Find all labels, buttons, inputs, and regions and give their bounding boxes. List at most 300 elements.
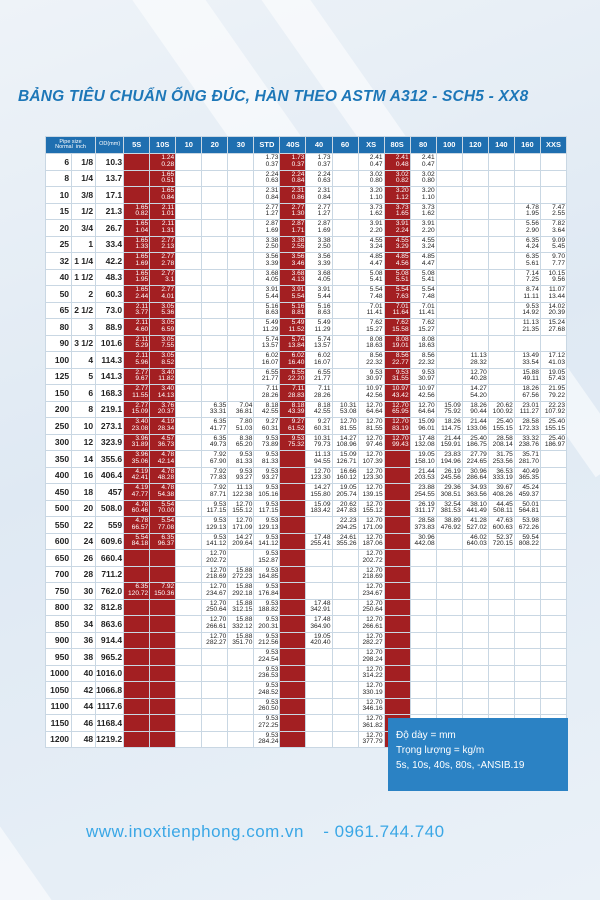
schedule-cell: [202, 302, 228, 319]
schedule-cell: [150, 632, 176, 649]
wall-thickness: 9.70: [552, 253, 565, 261]
schedule-cell: [514, 335, 540, 352]
weight: 4.47: [421, 259, 435, 267]
weight: 282.27: [362, 639, 383, 647]
weight: 79.73: [314, 441, 331, 449]
weight: 100.92: [492, 408, 513, 416]
weight: 49.11: [522, 375, 539, 383]
weight: 28.26: [261, 391, 279, 399]
schedule-cell: [514, 698, 540, 715]
weight: 361.82: [362, 721, 383, 729]
pipe-standard-table: [45, 136, 567, 748]
wall-thickness: 8.38: [239, 434, 253, 442]
weight: 5.29: [135, 342, 149, 350]
schedule-cell: [358, 599, 384, 616]
weight: 11.64: [392, 309, 409, 317]
wall-thickness: 4.85: [369, 253, 383, 261]
nominal-size: 80: [46, 319, 72, 336]
wall-thickness: 9.53: [265, 682, 279, 690]
wall-thickness: 5.54: [395, 286, 409, 294]
weight: 133.06: [466, 424, 487, 432]
schedule-cell: [254, 170, 280, 187]
schedule-cell: [176, 467, 202, 484]
schedule-cell: [202, 253, 228, 270]
wall-thickness: 2.11: [135, 302, 149, 310]
wall-thickness: 8.18: [317, 401, 331, 409]
weight: 1.27: [317, 210, 331, 218]
schedule-cell: [254, 731, 280, 748]
weight: 20.37: [157, 408, 175, 416]
schedule-cell: [332, 236, 358, 253]
schedule-cell: [202, 451, 228, 468]
wall-thickness: 6.35: [213, 418, 227, 426]
schedule-cell: [150, 335, 176, 352]
inch-size: 1/4: [72, 170, 96, 187]
schedule-cell: [306, 616, 332, 633]
phone-number[interactable]: - 0961.744.740: [323, 822, 445, 841]
weight: 218.69: [362, 573, 383, 581]
weight: 365.35: [518, 474, 539, 482]
wall-thickness: 2.77: [291, 203, 305, 211]
schedule-cell: [358, 220, 384, 237]
wall-thickness: 2.41: [421, 154, 435, 162]
weight: 2.13: [161, 243, 175, 251]
schedule-cell: [202, 170, 228, 187]
table-row: [46, 170, 567, 187]
schedule-cell: [540, 253, 566, 270]
wall-thickness: 12.70: [470, 368, 487, 376]
schedule-cell: [332, 220, 358, 237]
schedule-cell: [410, 170, 436, 187]
table-body: [46, 154, 567, 748]
schedule-cell: [410, 484, 436, 501]
outer-diameter: 48.3: [96, 269, 124, 286]
schedule-cell: [124, 368, 150, 385]
weight: 0.80: [369, 177, 383, 185]
weight: 250.64: [206, 606, 227, 614]
schedule-cell: [358, 269, 384, 286]
schedule-cell: [202, 236, 228, 253]
wall-thickness: 25.40: [548, 434, 565, 442]
wall-thickness: 9.53: [239, 451, 253, 459]
wall-thickness: 15.88: [235, 632, 253, 640]
weight: 3.39: [317, 259, 331, 267]
wall-thickness: 40.49: [522, 467, 539, 475]
weight: 43.39: [287, 408, 305, 416]
weight: 5.51: [395, 276, 409, 284]
wall-thickness: 5.49: [291, 319, 305, 327]
schedule-cell: [436, 236, 462, 253]
wall-thickness: 12.70: [209, 599, 227, 607]
table-row: [46, 385, 567, 402]
wall-thickness: 17.48: [418, 434, 435, 442]
schedule-cell: [306, 418, 332, 435]
wall-thickness: 9.53: [265, 698, 279, 706]
schedule-cell: [358, 187, 384, 204]
schedule-cell: [176, 418, 202, 435]
wall-thickness: 30.96: [418, 533, 435, 541]
nominal-size: 1050: [46, 682, 72, 699]
weight: 7.25: [526, 276, 539, 284]
schedule-cell: [280, 533, 306, 550]
wall-thickness: 7.11: [292, 385, 305, 393]
wall-thickness: 7.92: [213, 467, 227, 475]
schedule-cell: [436, 253, 462, 270]
wall-thickness: 7.01: [395, 302, 409, 310]
wall-thickness: 8.56: [369, 352, 383, 360]
wall-thickness: 5.54: [135, 533, 149, 541]
weight: 42.55: [314, 408, 331, 416]
schedule-cell: [124, 451, 150, 468]
schedule-cell: [514, 302, 540, 319]
outer-diameter: 88.9: [96, 319, 124, 336]
schedule-cell: [280, 451, 306, 468]
weight: 155.15: [544, 424, 565, 432]
weight: 28.34: [157, 424, 175, 432]
nominal-size: 900: [46, 632, 72, 649]
schedule-cell: [358, 484, 384, 501]
weight: 14.92: [522, 309, 539, 317]
schedule-cell: [540, 203, 566, 220]
schedule-cell: [306, 302, 332, 319]
weight: 0.82: [135, 210, 149, 218]
schedule-cell: [280, 319, 306, 336]
schedule-cell: [358, 665, 384, 682]
wall-thickness: 21.44: [418, 467, 435, 475]
schedule-cell: [306, 500, 332, 517]
schedule-cell: [462, 599, 488, 616]
schedule-cell: [228, 583, 254, 600]
schedule-cell: [124, 467, 150, 484]
schedule-cell: [488, 583, 514, 600]
schedule-cell: [462, 682, 488, 699]
weight: 0.37: [317, 160, 331, 168]
weight: 5.61: [526, 259, 539, 267]
schedule-cell: [436, 682, 462, 699]
schedule-cell: [150, 533, 176, 550]
schedule-cell: [176, 335, 202, 352]
schedule-cell: [384, 368, 410, 385]
schedule-cell: [436, 187, 462, 204]
wall-thickness: 9.53: [239, 467, 253, 475]
schedule-cell: [410, 517, 436, 534]
inch-size: 3: [72, 319, 96, 336]
weight: 75.32: [287, 441, 305, 449]
schedule-cell: [384, 550, 410, 567]
wall-thickness: 18.26: [444, 418, 461, 426]
schedule-cell: [384, 599, 410, 616]
schedule-cell: [410, 616, 436, 633]
schedule-cell: [306, 731, 332, 748]
wall-thickness: 3.20: [395, 187, 409, 195]
schedule-cell: [514, 269, 540, 286]
weight: 16.07: [314, 358, 331, 366]
weight: 30.97: [366, 375, 383, 383]
schedule-cell: [124, 632, 150, 649]
schedule-cell: [462, 517, 488, 534]
schedule-cell: [462, 203, 488, 220]
weight: 4.60: [135, 325, 149, 333]
schedule-cell: [228, 302, 254, 319]
weight: 66.57: [131, 523, 149, 531]
weight: 67.56: [522, 391, 539, 399]
schedule-cell: [384, 649, 410, 666]
website-link[interactable]: www.inoxtienphong.com.vn: [86, 822, 305, 841]
inch-size: 30: [72, 583, 96, 600]
schedule-cell: [150, 566, 176, 583]
schedule-cell: [358, 451, 384, 468]
wall-thickness: 13.49: [522, 352, 539, 360]
weight: 73.89: [261, 441, 279, 449]
nominal-size: 10: [46, 187, 72, 204]
table-row: [46, 467, 567, 484]
schedule-cell: [462, 368, 488, 385]
weight: 11.55: [132, 391, 149, 399]
schedule-cell: [488, 187, 514, 204]
wall-thickness: 12.70: [366, 566, 383, 574]
wall-thickness: 3.02: [369, 170, 383, 178]
nominal-size: 32: [46, 253, 72, 270]
wall-thickness: 15.24: [548, 319, 565, 327]
schedule-cell: [436, 451, 462, 468]
schedule-header: 140: [488, 137, 514, 154]
schedule-cell: [384, 187, 410, 204]
schedule-cell: [462, 319, 488, 336]
wall-thickness: 19.05: [418, 451, 435, 459]
schedule-cell: [254, 236, 280, 253]
weight: 672.26: [518, 523, 539, 531]
wall-thickness: 31.75: [496, 451, 513, 459]
wall-thickness: 5.49: [265, 319, 279, 327]
weight: 42.14: [157, 457, 175, 465]
wall-thickness: 2.24: [317, 170, 331, 178]
schedule-cell: [176, 517, 202, 534]
schedule-cell: [280, 583, 306, 600]
wall-thickness: 14.27: [340, 434, 357, 442]
weight: 8.63: [265, 309, 279, 317]
nominal-size: 250: [46, 418, 72, 435]
schedule-cell: [332, 665, 358, 682]
wall-thickness: 12.70: [366, 731, 383, 739]
weight: 19.01: [392, 342, 409, 350]
weight: 11.52: [288, 325, 305, 333]
schedule-cell: [202, 187, 228, 204]
weight: 0.51: [161, 177, 175, 185]
weight: 442.08: [414, 540, 435, 548]
wall-thickness: 12.70: [366, 484, 383, 492]
nominal-size: 550: [46, 517, 72, 534]
nominal-size: 850: [46, 616, 72, 633]
weight: 408.26: [492, 490, 513, 498]
weight: 1.30: [291, 210, 305, 218]
units-note: [388, 718, 568, 791]
weight: 312.15: [232, 606, 253, 614]
schedule-cell: [436, 302, 462, 319]
schedule-cell: [332, 335, 358, 352]
schedule-cell: [358, 352, 384, 369]
inch-size: 32: [72, 599, 96, 616]
schedule-cell: [514, 154, 540, 171]
schedule-cell: [228, 269, 254, 286]
wall-thickness: 6.35: [213, 401, 227, 409]
weight: 159.91: [440, 441, 461, 449]
wall-thickness: 14.02: [548, 302, 565, 310]
schedule-cell: [202, 154, 228, 171]
wall-thickness: 9.53: [265, 566, 279, 574]
schedule-cell: [228, 451, 254, 468]
wall-thickness: 44.45: [496, 500, 513, 508]
weight: 21.77: [314, 375, 331, 383]
wall-thickness: 1.65: [135, 220, 149, 228]
schedule-cell: [410, 599, 436, 616]
schedule-cell: [176, 236, 202, 253]
wall-thickness: 2.77: [161, 286, 175, 294]
schedule-cell: [306, 385, 332, 402]
schedule-cell: [202, 418, 228, 435]
wall-thickness: 20.62: [340, 500, 357, 508]
schedule-cell: [540, 187, 566, 204]
wall-thickness: 12.70: [235, 500, 253, 508]
schedule-cell: [384, 616, 410, 633]
weight: 16.40: [287, 358, 305, 366]
schedule-cell: [124, 731, 150, 748]
schedule-cell: [306, 550, 332, 567]
wall-thickness: 4.85: [421, 253, 435, 261]
wall-thickness: 6.55: [317, 368, 331, 376]
schedule-cell: [228, 154, 254, 171]
schedule-cell: [410, 649, 436, 666]
weight: 2.55: [552, 210, 565, 218]
schedule-cell: [488, 632, 514, 649]
schedule-cell: [306, 517, 332, 534]
schedule-cell: [488, 154, 514, 171]
schedule-cell: [176, 484, 202, 501]
schedule-cell: [384, 698, 410, 715]
schedule-cell: [462, 434, 488, 451]
wall-thickness: 9.53: [265, 533, 279, 541]
schedule-cell: [150, 731, 176, 748]
wall-thickness: 5.08: [369, 269, 383, 277]
schedule-cell: [124, 566, 150, 583]
weight: 15.27: [418, 325, 435, 333]
schedule-cell: [488, 335, 514, 352]
schedule-cell: [514, 401, 540, 418]
schedule-cell: [228, 550, 254, 567]
table-row: [46, 434, 567, 451]
wall-thickness: 14.27: [470, 385, 487, 393]
wall-thickness: 3.91: [421, 220, 435, 228]
wall-thickness: 3.02: [421, 170, 435, 178]
schedule-cell: [462, 500, 488, 517]
schedule-cell: [358, 385, 384, 402]
wall-thickness: 46.02: [470, 533, 487, 541]
schedule-cell: [540, 220, 566, 237]
schedule-cell: [488, 467, 514, 484]
schedule-cell: [514, 484, 540, 501]
wall-thickness: 53.98: [522, 517, 539, 525]
wall-thickness: 3.05: [161, 302, 175, 310]
wall-thickness: 3.38: [317, 236, 331, 244]
schedule-cell: [228, 731, 254, 748]
wall-thickness: 3.73: [369, 203, 383, 211]
schedule-cell: [540, 649, 566, 666]
schedule-cell: [514, 599, 540, 616]
outer-diameter: 17.1: [96, 187, 124, 204]
schedule-cell: [254, 187, 280, 204]
schedule-cell: [488, 269, 514, 286]
wall-thickness: 39.67: [496, 484, 513, 492]
schedule-cell: [254, 451, 280, 468]
schedule-cell: [384, 632, 410, 649]
wall-thickness: 5.56: [526, 220, 539, 228]
schedule-cell: [462, 583, 488, 600]
schedule-cell: [254, 682, 280, 699]
wall-thickness: 33.32: [522, 434, 539, 442]
schedule-header: 5S: [124, 137, 150, 154]
table-row: [46, 484, 567, 501]
wall-thickness: 3.96: [135, 434, 149, 442]
schedule-cell: [124, 154, 150, 171]
schedule-cell: [514, 616, 540, 633]
weight: 33.31: [209, 408, 227, 416]
schedule-cell: [488, 203, 514, 220]
outer-diameter: 60.3: [96, 286, 124, 303]
schedule-cell: [462, 154, 488, 171]
wall-thickness: 2.77: [265, 203, 279, 211]
wall-thickness: 3.40: [161, 385, 175, 393]
schedule-cell: [280, 236, 306, 253]
outer-diameter: 914.4: [96, 632, 124, 649]
weight: 272.23: [232, 573, 253, 581]
wall-thickness: 7.11: [318, 385, 331, 393]
schedule-cell: [202, 467, 228, 484]
schedule-cell: [384, 154, 410, 171]
weight: 57.43: [548, 375, 565, 383]
schedule-cell: [254, 368, 280, 385]
schedule-cell: [436, 665, 462, 682]
weight: 4.05: [317, 276, 331, 284]
schedule-cell: [306, 467, 332, 484]
schedule-cell: [306, 649, 332, 666]
weight: 176.84: [258, 589, 279, 597]
wall-thickness: 3.73: [395, 203, 409, 211]
weight: 164.85: [258, 573, 279, 581]
weight: 150.36: [154, 589, 175, 597]
wall-thickness: 19.05: [314, 632, 331, 640]
wall-thickness: 7.01: [369, 302, 383, 310]
schedule-cell: [228, 220, 254, 237]
wall-thickness: 9.53: [265, 583, 279, 591]
wall-thickness: 2.77: [161, 236, 175, 244]
schedule-cell: [514, 665, 540, 682]
outer-diameter: 26.7: [96, 220, 124, 237]
wall-thickness: 22.23: [340, 517, 357, 525]
weight: 420.40: [310, 639, 331, 647]
table-row: [46, 649, 567, 666]
schedule-cell: [332, 401, 358, 418]
wall-thickness: 7.62: [421, 319, 435, 327]
outer-diameter: 114.3: [96, 352, 124, 369]
schedule-cell: [280, 220, 306, 237]
weight: 5.45: [552, 243, 565, 251]
schedule-cell: [436, 220, 462, 237]
schedule-cell: [202, 583, 228, 600]
weight: 1.10: [369, 193, 383, 201]
schedule-cell: [306, 236, 332, 253]
table-row: [46, 302, 567, 319]
schedule-cell: [384, 286, 410, 303]
schedule-cell: [514, 517, 540, 534]
